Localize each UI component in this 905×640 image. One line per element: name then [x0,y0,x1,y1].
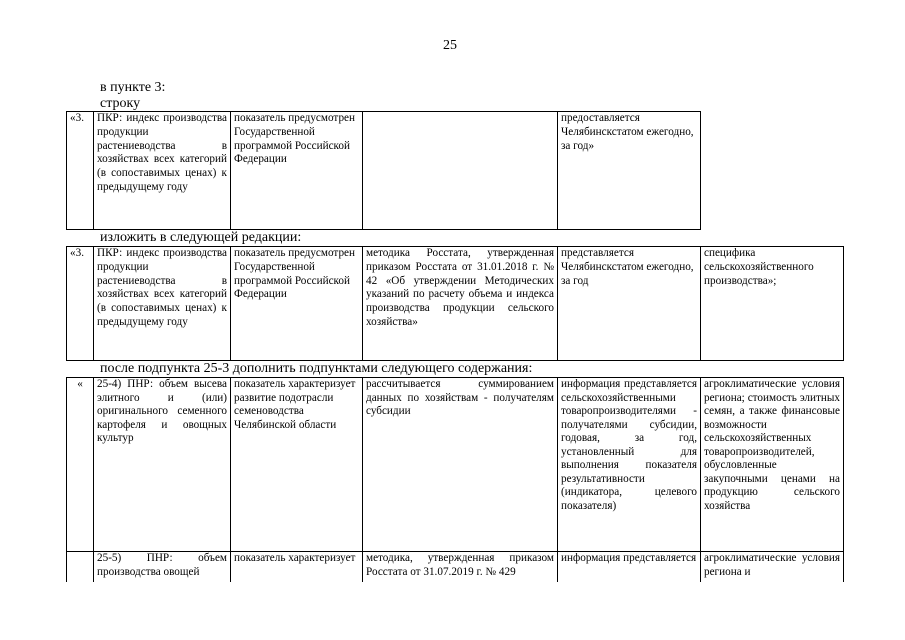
table-row [67,552,844,582]
table-row [67,378,844,552]
indicator-source: показатель характеризует развитие подотрасли семеноводства Челябинской области [231,378,363,552]
indicator-provider: информация представляется сельскохозяйственными товаропроизводителями - получателями субсидии, годовая, за год, установленный для выполнения показателя результативности (индикатора, целевого показателя) [558,378,701,552]
indicator-name: 25-5) ПНР: объем производства овощей [94,552,231,582]
indicator-provider: информация представляется [558,552,701,582]
indicator-provider: представляется Челябинскстатом ежегодно, за год [558,247,701,361]
indicator-name: 25-4) ПНР: объем высева элитного и (или) оригинального семенного картофеля и овощных культур [94,378,231,552]
new-row-table [66,246,844,361]
table-row [67,247,844,361]
indicator-note: специфика сельскохозяйственного производства»; [701,247,844,361]
intro-line-add: после подпункта 25-3 дополнить подпунктами следующего содержания: [100,361,533,376]
indicator-name: ПКР: индекс производства продукции растениеводства в хозяйствах всех категорий (в сопоставимых ценах) к предыдущему году [94,247,231,361]
indicator-name: ПКР: индекс производства продукции растениеводства в хозяйствах всех категорий (в сопоставимых ценах) к предыдущему году [94,112,231,230]
page-number: 25 [443,38,457,53]
table-row [67,112,701,230]
old-row-table [66,111,701,230]
indicator-source: показатель предусмотрен Государственной программой Российской Федерации [231,247,363,361]
indicator-method: методика, утвержденная приказом Росстата от 31.07.2019 г. № 429 [363,552,558,582]
row-number [67,552,94,582]
indicator-method: рассчитывается суммированием данных по хозяйствам - получателям субсидии [363,378,558,552]
indicator-method: методика Росстата, утвержденная приказом Росстата от 31.01.2018 г. № 42 «Об утверждении Методических указаний по расчету объема и индекса производства продукции сельского хозяйства» [363,247,558,361]
row-number: « [67,378,94,552]
indicator-method [363,112,558,230]
indicator-provider: предоставляется Челябинскстатом ежегодно, за год» [558,112,701,230]
intro-line-item: в пункте 3: [100,80,166,95]
intro-line-replace: изложить в следующей редакции: [100,230,302,245]
indicator-note: агроклиматические условия региона; стоимость элитных семян, а также финансовые возможности сельскохозяйственных товаропроизводителей, обусловленные закупочными ценами на продукцию сельского хозяйства [701,378,844,552]
indicator-source: показатель характеризует [231,552,363,582]
intro-line-row: строку [100,96,141,111]
row-number: «3. [67,247,94,361]
row-number: «3. [67,112,94,230]
added-rows-table [66,377,844,582]
indicator-note: агроклиматические условия региона и [701,552,844,582]
indicator-source: показатель предусмотрен Государственной программой Российской Федерации [231,112,363,230]
